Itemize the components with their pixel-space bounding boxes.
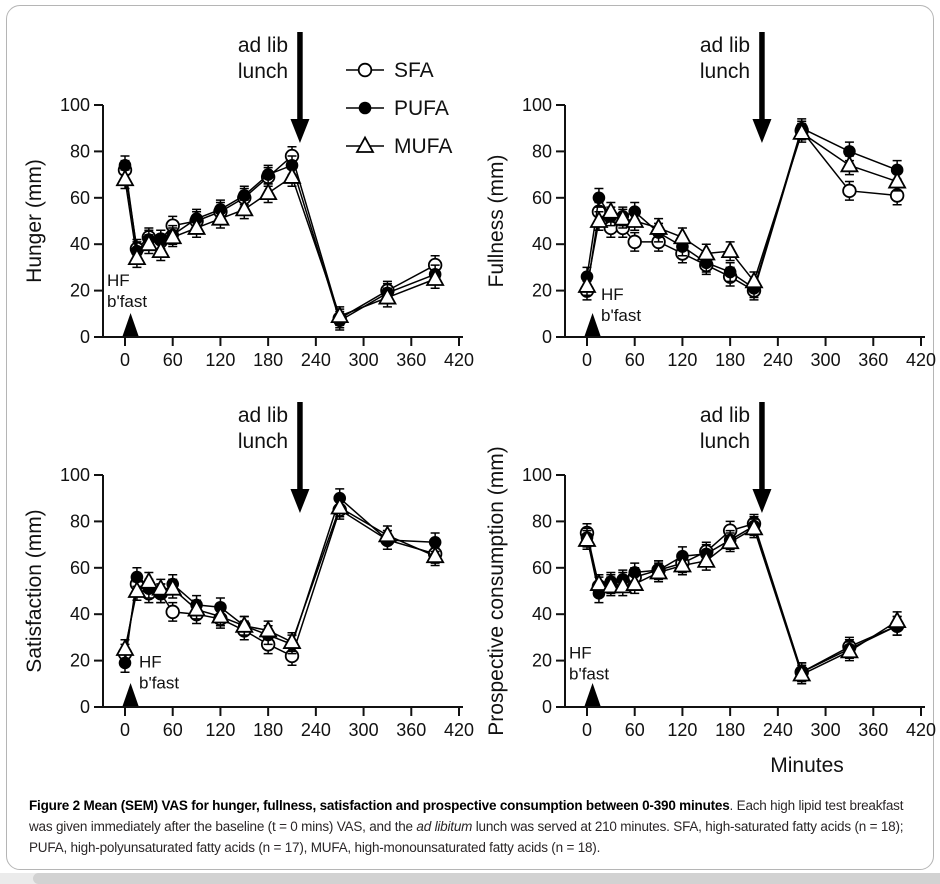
svg-text:240: 240 <box>300 350 331 370</box>
chart-fullness <box>477 12 937 377</box>
marker-open-triangle <box>579 277 595 292</box>
chart-prospective-consumption <box>477 382 937 747</box>
svg-text:20: 20 <box>531 650 552 671</box>
svg-text:60: 60 <box>69 187 90 208</box>
svg-text:HF: HF <box>107 270 130 290</box>
svg-text:HF: HF <box>601 284 624 304</box>
breakfast-arrow-icon <box>585 313 601 336</box>
error-bars <box>583 519 902 684</box>
marker-open-triangle <box>357 138 373 153</box>
svg-text:ad lib: ad lib <box>699 404 751 427</box>
caption-italic: ad libitum <box>416 819 473 834</box>
svg-text:ad lib: ad lib <box>237 34 289 57</box>
svg-text:240: 240 <box>762 720 793 740</box>
series-MUFA <box>579 519 905 684</box>
svg-text:60: 60 <box>162 720 183 740</box>
svg-text:360: 360 <box>396 720 427 740</box>
hf-breakfast-annotation <box>107 271 147 336</box>
svg-text:20: 20 <box>69 650 90 671</box>
tick-labels <box>60 465 474 740</box>
svg-text:100: 100 <box>59 465 90 485</box>
marker-open-triangle <box>117 641 133 656</box>
svg-text:40: 40 <box>531 604 552 625</box>
marker-open-circle <box>166 606 179 619</box>
svg-text:b'fast: b'fast <box>139 673 180 693</box>
caption-text-2: lunch was served at 210 minutes. SFA, high-saturated fatty acids (n = 18); PUFA, high-polyunsaturated fatty acids (n = 17), MUFA, high-monounsaturated fatty acids (n = 18). <box>29 819 904 855</box>
svg-text:360: 360 <box>396 350 427 370</box>
svg-text:420: 420 <box>905 720 937 740</box>
figure-caption <box>29 795 927 858</box>
y-axis-label: Hunger (mm) <box>23 159 46 283</box>
svg-text:b'fast: b'fast <box>601 305 642 325</box>
svg-text:80: 80 <box>69 141 90 162</box>
svg-text:lunch: lunch <box>699 430 751 453</box>
series-MUFA <box>117 168 443 326</box>
marker-filled-circle <box>262 168 275 181</box>
chart-satisfaction <box>15 382 475 747</box>
svg-text:40: 40 <box>69 234 90 255</box>
svg-text:0: 0 <box>119 350 131 370</box>
svg-text:60: 60 <box>69 557 90 578</box>
svg-text:420: 420 <box>905 350 937 370</box>
svg-text:lunch: lunch <box>237 60 289 83</box>
svg-text:60: 60 <box>624 720 645 740</box>
svg-text:0: 0 <box>541 697 552 717</box>
svg-text:300: 300 <box>348 350 379 370</box>
hf-breakfast-annotation <box>569 643 609 706</box>
ad-lib-lunch-annotation <box>700 402 772 513</box>
series-PUFA <box>581 119 904 298</box>
legend-item-PUFA <box>346 97 449 120</box>
series-PUFA <box>119 489 442 672</box>
svg-text:PUFA: PUFA <box>394 97 449 120</box>
chart-svg-fullness <box>477 12 937 377</box>
svg-text:60: 60 <box>531 557 552 578</box>
tick-labels <box>522 95 936 370</box>
ad-lib-lunch-annotation <box>238 402 310 513</box>
svg-text:ad lib: ad lib <box>237 404 289 427</box>
svg-text:80: 80 <box>69 511 90 532</box>
svg-text:b'fast: b'fast <box>107 291 148 311</box>
breakfast-arrow-icon <box>123 683 139 706</box>
svg-text:20: 20 <box>531 280 552 301</box>
svg-text:120: 120 <box>667 720 698 740</box>
marker-open-triangle <box>841 157 857 172</box>
marker-filled-circle <box>359 102 372 115</box>
legend-item-SFA <box>346 59 434 82</box>
svg-text:360: 360 <box>858 720 889 740</box>
breakfast-arrow-icon <box>123 313 139 336</box>
svg-text:0: 0 <box>119 720 131 740</box>
svg-text:300: 300 <box>810 720 841 740</box>
marker-filled-circle <box>593 192 606 205</box>
svg-text:40: 40 <box>531 234 552 255</box>
marker-open-triangle <box>722 243 738 258</box>
svg-text:40: 40 <box>69 604 90 625</box>
svg-text:180: 180 <box>715 720 746 740</box>
marker-filled-circle <box>724 266 737 279</box>
svg-text:180: 180 <box>253 350 284 370</box>
figure-card <box>6 5 937 870</box>
marker-open-circle <box>843 185 856 198</box>
caption-title: Figure 2 Mean (SEM) VAS for hunger, fullness, satisfaction and prospective consumption between 0-390 minutes <box>29 798 730 813</box>
svg-text:ad lib: ad lib <box>699 34 751 57</box>
series-MUFA <box>579 124 905 296</box>
chart-hunger <box>15 12 475 377</box>
marker-open-circle <box>359 64 372 77</box>
svg-text:80: 80 <box>531 141 552 162</box>
legend-item-MUFA <box>346 135 452 158</box>
marker-open-circle <box>628 236 641 249</box>
svg-text:20: 20 <box>69 280 90 301</box>
marker-open-triangle <box>674 229 690 244</box>
marker-open-triangle <box>236 201 252 216</box>
legend <box>346 59 452 158</box>
hf-breakfast-annotation <box>123 653 180 706</box>
chart-svg-satisfaction <box>15 382 475 747</box>
ad-lib-lunch-annotation <box>238 32 310 143</box>
svg-text:HF: HF <box>139 652 162 672</box>
svg-text:240: 240 <box>762 350 793 370</box>
y-axis-label: Fullness (mm) <box>485 154 508 288</box>
svg-text:240: 240 <box>300 720 331 740</box>
svg-text:300: 300 <box>348 720 379 740</box>
svg-text:80: 80 <box>531 511 552 532</box>
svg-text:420: 420 <box>443 720 475 740</box>
svg-text:60: 60 <box>531 187 552 208</box>
svg-text:120: 120 <box>667 350 698 370</box>
svg-text:lunch: lunch <box>237 430 289 453</box>
svg-text:300: 300 <box>810 350 841 370</box>
marker-open-triangle <box>141 573 157 588</box>
chart-svg-prospective-consumption <box>477 382 937 747</box>
horizontal-scrollbar-track[interactable] <box>0 873 940 884</box>
svg-text:100: 100 <box>59 95 90 115</box>
svg-text:0: 0 <box>581 350 593 370</box>
svg-text:lunch: lunch <box>699 60 751 83</box>
svg-text:120: 120 <box>205 350 236 370</box>
horizontal-scrollbar-thumb[interactable] <box>33 873 940 884</box>
svg-text:HF: HF <box>569 643 592 663</box>
ad-lib-lunch-annotation <box>700 32 772 143</box>
error-bars <box>121 498 440 658</box>
tick-labels <box>522 465 936 740</box>
x-axis-label-minutes: Minutes <box>770 754 844 777</box>
svg-text:60: 60 <box>624 350 645 370</box>
y-axis-label: Satisfaction (mm) <box>23 509 46 673</box>
svg-text:0: 0 <box>79 697 90 717</box>
svg-text:180: 180 <box>715 350 746 370</box>
svg-text:100: 100 <box>521 465 552 485</box>
svg-text:0: 0 <box>581 720 593 740</box>
svg-text:0: 0 <box>541 327 552 347</box>
y-axis-label: Prospective consumption (mm) <box>485 446 508 736</box>
svg-text:0: 0 <box>79 327 90 347</box>
svg-text:MUFA: MUFA <box>394 135 453 158</box>
svg-text:180: 180 <box>253 720 284 740</box>
svg-text:360: 360 <box>858 350 889 370</box>
caption-text-1: . Each high lipid test breakfast was given immediately after the baseline (t = 0 mins) VAS, and the <box>29 798 904 834</box>
marker-open-triangle <box>260 185 276 200</box>
svg-text:b'fast: b'fast <box>569 664 610 684</box>
breakfast-arrow-icon <box>585 683 601 706</box>
svg-text:SFA: SFA <box>394 59 434 82</box>
svg-text:100: 100 <box>521 95 552 115</box>
marker-open-triangle <box>889 613 905 628</box>
svg-text:120: 120 <box>205 720 236 740</box>
chart-svg-hunger <box>15 12 475 377</box>
svg-text:420: 420 <box>443 350 475 370</box>
svg-text:60: 60 <box>162 350 183 370</box>
series-MUFA <box>117 498 443 658</box>
